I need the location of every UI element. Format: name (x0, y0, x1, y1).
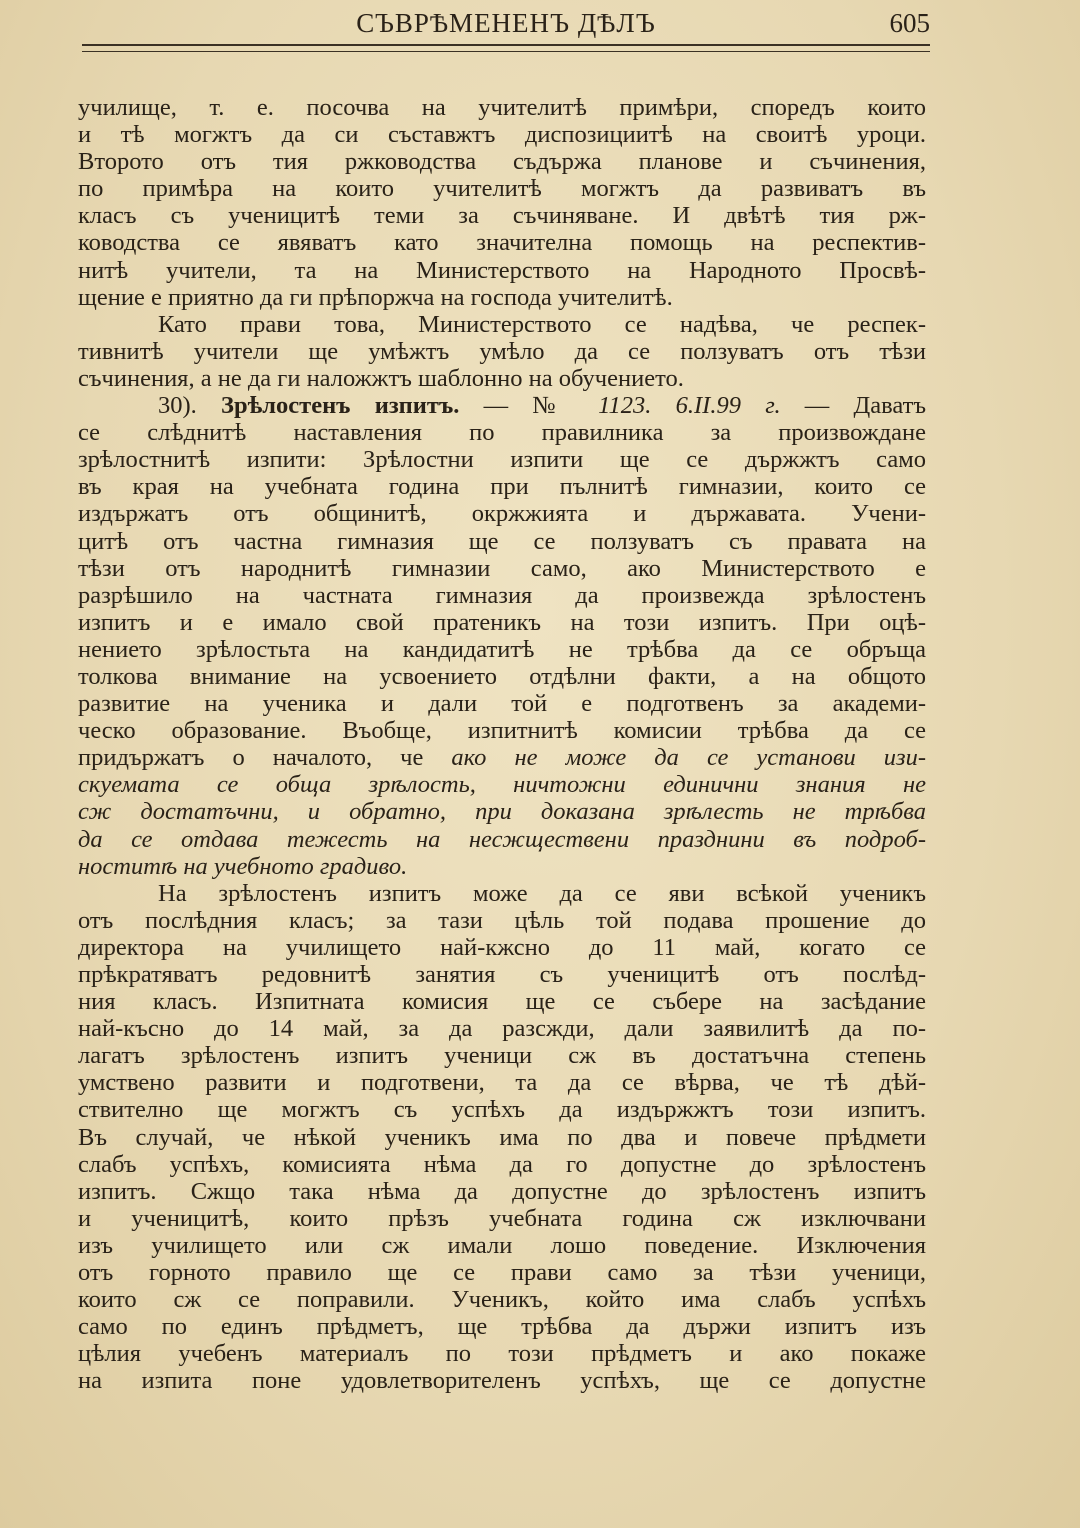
text-segment: съчинения, а не да ги наложжтъ шаблонно на обучението. (78, 364, 684, 392)
text-line (78, 907, 926, 934)
text-segment: развитие на ученика и дали той е подготвенъ за академи- (78, 690, 926, 718)
text-segment: На зрѣлостенъ изпитъ може да се яви всѣкой ученикъ (158, 879, 926, 907)
page-number: 605 (889, 8, 930, 38)
text-line (78, 175, 926, 202)
text-segment: 30). (158, 392, 222, 420)
text-line (78, 94, 926, 121)
text-line (78, 1286, 926, 1313)
text-line (78, 202, 926, 229)
text-segment: които сж се поправили. Ученикъ, който има слабъ успѣхъ (78, 1286, 926, 1314)
text-line (78, 1367, 926, 1394)
text-segment: слабъ успѣхъ, комисията нѣма да го допустне до зрѣлостенъ (78, 1150, 926, 1178)
text-segment: — № (459, 392, 599, 420)
text-segment: Въ случай, че нѣкой ученикъ има по два и повече прѣдмети (78, 1123, 926, 1151)
text-line (78, 636, 926, 663)
text-line (78, 1096, 926, 1123)
text-line (78, 311, 926, 338)
text-line (78, 1205, 926, 1232)
text-segment: ководства се явяватъ като значителна помощь на респектив- (78, 229, 926, 257)
text-line (78, 826, 926, 853)
text-line (78, 690, 926, 717)
text-line (78, 988, 926, 1015)
text-segment: ако не може да се установи изи- (451, 744, 926, 772)
text-segment: класъ съ ученицитѣ теми за съчиняване. И двѣтѣ тия рж- (78, 202, 926, 230)
text-line (78, 229, 926, 256)
text-line (78, 284, 926, 311)
text-segment: въ края на учебната година при пълнитѣ гимназии, които се (78, 473, 926, 501)
text-line (78, 771, 926, 798)
text-line (78, 934, 926, 961)
text-segment: училище, т. е. посочва на учителитѣ примѣри, споредъ които (78, 94, 926, 121)
text-segment: ноститѣ на учебното градиво. (78, 852, 408, 880)
text-line (78, 1069, 926, 1096)
text-line (78, 528, 926, 555)
text-segment: Като прави това, Министерството се надѣва, че респек- (158, 310, 926, 338)
text-line (78, 148, 926, 175)
text-segment: се слѣднитѣ наставления по правилника за произвождане (78, 419, 926, 447)
text-segment: тѣзи отъ народнитѣ гимназии само, ако Министерството е (78, 554, 926, 582)
text-segment: да се отдава тежесть на несжществени празднини въ подроб- (78, 825, 926, 853)
text-segment: щение е приятно да ги прѣпоржча на господа учителитѣ. (78, 283, 673, 311)
text-segment: умствено развити и подготвени, та да се вѣрва, че тѣ дѣй- (78, 1069, 926, 1097)
text-line (78, 582, 926, 609)
text-segment: цитѣ отъ частна гимназия ще се ползуватъ съ правата на (78, 527, 926, 555)
text-segment: придържатъ о началото, че (78, 744, 452, 772)
text-line (78, 880, 926, 907)
text-segment: изпитъ. Сжщо така нѣма да допустне до зрѣлостенъ изпитъ (78, 1177, 926, 1205)
text-segment: на изпита поне удовлетворителенъ успѣхъ, ще се допустне (78, 1367, 926, 1395)
text-line (78, 338, 926, 365)
text-line (78, 392, 926, 419)
text-segment: толкова внимание на усвоението отдѣлни факти, а на общото (78, 662, 926, 690)
text-line (78, 446, 926, 473)
text-line (78, 1340, 926, 1367)
text-segment: 1123. 6.II.99 г. (598, 392, 781, 420)
text-segment: прѣкратяватъ редовнитѣ занятия съ ученицитѣ отъ послѣд- (78, 961, 926, 988)
text-line (78, 1015, 926, 1042)
text-segment: Второто отъ тия ржководства съдържа планове и съчинения, (78, 148, 926, 176)
text-segment: и тѣ могжтъ да си съставжтъ диспозициитѣ на своитѣ уроци. (78, 121, 926, 149)
text-line (78, 1042, 926, 1069)
text-line (78, 609, 926, 636)
text-segment: директора на училището най-кжсно до 11 май, когато се (78, 933, 926, 961)
running-title: СЪВРѢМЕНЕНЪ ДѢЛЪ (356, 8, 656, 38)
text-segment: тивнитѣ учители ще умѣжтъ умѣло да се ползуватъ отъ тѣзи (78, 337, 926, 365)
text-line (78, 1259, 926, 1286)
text-segment: по примѣра на които учителитѣ могжтъ да развиватъ въ (78, 175, 926, 203)
text-segment: зрѣлостнитѣ изпити: Зрѣлостни изпити ще се държжтъ само (78, 446, 926, 474)
text-segment: нитѣ учители, та на Министерството на Народното Просвѣ- (78, 256, 926, 284)
text-line (78, 473, 926, 500)
text-line (78, 663, 926, 690)
body-text (78, 94, 926, 1395)
text-line (78, 1178, 926, 1205)
text-segment: ствително ще могжтъ съ успѣхъ да издържжтъ този изпитъ. (78, 1096, 926, 1124)
header-rule (82, 44, 930, 52)
text-line (78, 744, 926, 771)
text-segment: най-късно до 14 май, за да разсжди, дали заявилитѣ да по- (78, 1015, 926, 1043)
text-line (78, 853, 926, 880)
text-segment: нението зрѣлостьта на кандидатитѣ не трѣбва да се обръща (78, 635, 926, 663)
text-segment: изпитъ и е имало свой пратеникъ на този изпитъ. При оцѣ- (78, 608, 926, 636)
text-line (78, 717, 926, 744)
text-segment: отъ горното правило ще се прави само за тѣзи ученици, (78, 1259, 926, 1287)
text-line (78, 798, 926, 825)
text-segment: Зрѣлостенъ изпитъ. (221, 392, 460, 420)
text-segment: ния класъ. Изпитната комисия ще се събере на засѣдание (78, 988, 926, 1016)
text-segment: и ученицитѣ, които прѣзъ учебната година сж изключвани (78, 1204, 926, 1232)
page-header (82, 6, 930, 42)
text-segment: издържатъ отъ общинитѣ, окржжията и държавата. Учени- (78, 500, 926, 528)
text-segment: лагатъ зрѣлостенъ изпитъ ученици сж въ достатъчна степень (78, 1042, 926, 1070)
text-line (78, 365, 926, 392)
text-line (78, 1232, 926, 1259)
text-segment: само по единъ прѣдметъ, ще трѣбва да държи изпитъ изъ (78, 1313, 926, 1341)
text-line (78, 1151, 926, 1178)
text-segment: — Даватъ (780, 392, 926, 420)
text-line (78, 500, 926, 527)
text-segment: скуемата се обща зрѣлость, ничтожни единични знания не (78, 771, 926, 799)
text-segment: сж достатъчни, и обратно, при доказана зрѣлесть не трѣбва (78, 798, 926, 826)
text-line (78, 1124, 926, 1151)
text-segment: отъ послѣдния класъ; за тази цѣль той подава прошение до (78, 906, 926, 934)
text-line (78, 1313, 926, 1340)
text-line (78, 121, 926, 148)
text-segment: изъ училището или сж имали лошо поведение. Изключения (78, 1231, 926, 1259)
text-line (78, 257, 926, 284)
text-segment: цѣлия учебенъ материалъ по този прѣдметъ и ако покаже (78, 1340, 926, 1368)
text-segment: ческо образование. Въобще, изпитнитѣ комисии трѣбва да се (78, 717, 926, 745)
text-line (78, 419, 926, 446)
text-segment: разрѣшило на частната гимназия да произвежда зрѣлостенъ (78, 581, 926, 609)
text-line (78, 555, 926, 582)
text-line (78, 961, 926, 988)
